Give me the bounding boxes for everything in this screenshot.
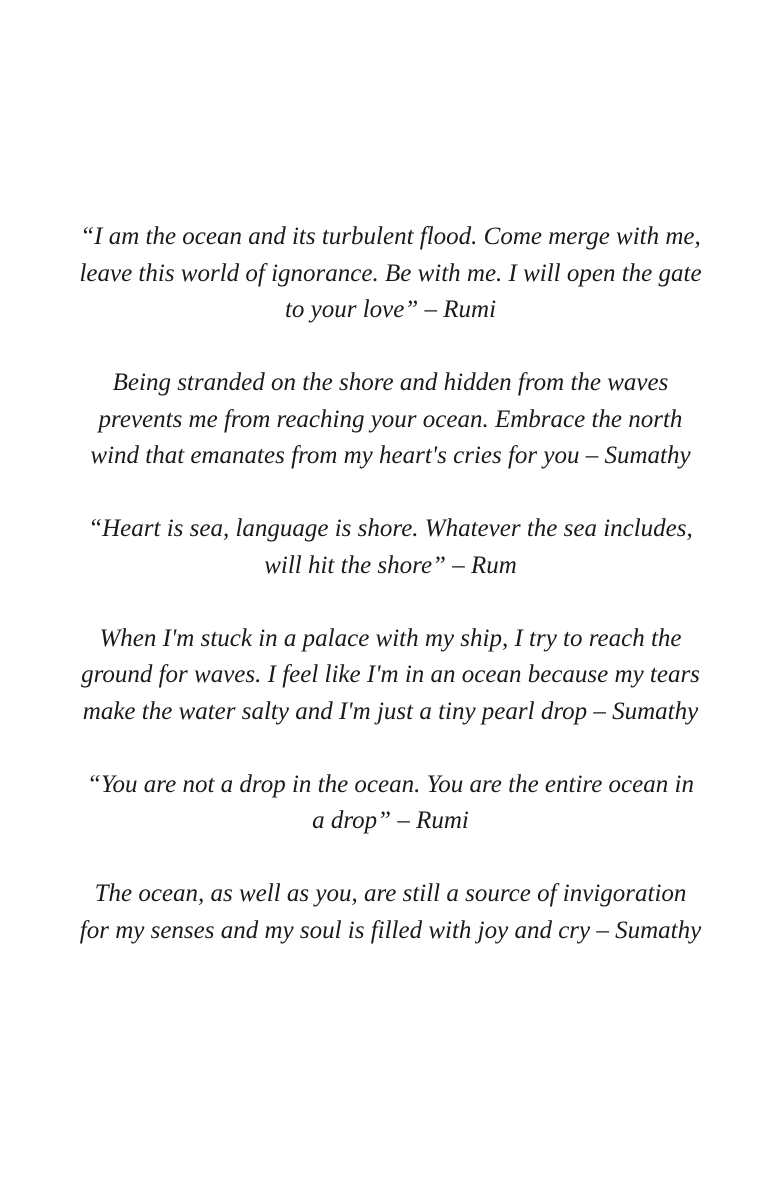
text-line: Being stranded on the shore and hidden from the waves: [112, 369, 669, 396]
stanza-spacer: [0, 730, 781, 767]
text-line: “Heart is sea, language is shore. Whatever the sea includes,: [88, 515, 693, 542]
text-line: When I'm stuck in a palace with my ship, I try to reach the: [99, 624, 682, 652]
text-line: wind that emanates from my heart's cries for you – Sumathy: [90, 442, 691, 469]
stanza-spacer: [0, 329, 781, 366]
text-line: “I am the ocean and its turbulent flood. Come merge with me,: [80, 223, 701, 250]
text-line: ground for waves. I feel like I'm in an ocean because my tears: [81, 661, 700, 688]
text-line: prevents me from reaching your ocean. Embrace the north: [98, 405, 683, 433]
stanza-spacer: [0, 584, 781, 621]
text-line: will hit the shore” – Rum: [264, 551, 517, 579]
document-page: [0, 219, 781, 949]
text-line: make the water salty and I'm just a tiny pearl drop – Sumathy: [82, 697, 699, 725]
text-line: for my senses and my soul is filled with joy and cry – Sumathy: [79, 916, 702, 944]
stanza-sumathy-3: [41, 876, 741, 949]
stanza-rumi-1: [41, 219, 741, 329]
text-line: The ocean, as well as you, are still a source of invigoration: [94, 880, 687, 907]
text-line: to your love” – Rumi: [284, 296, 497, 323]
stanza-spacer: [0, 840, 781, 877]
stanza-rumi-3: [41, 767, 741, 840]
stanza-sumathy-2: [41, 621, 741, 731]
stanza-spacer: [0, 475, 781, 512]
text-line: “You are not a drop in the ocean. You are the entire ocean in: [87, 770, 694, 798]
stanza-rumi-2: [41, 511, 741, 584]
text-line: a drop” – Rumi: [312, 807, 469, 834]
text-line: leave this world of ignorance. Be with me. I will open the gate: [79, 259, 702, 287]
stanza-sumathy-1: [41, 365, 741, 475]
